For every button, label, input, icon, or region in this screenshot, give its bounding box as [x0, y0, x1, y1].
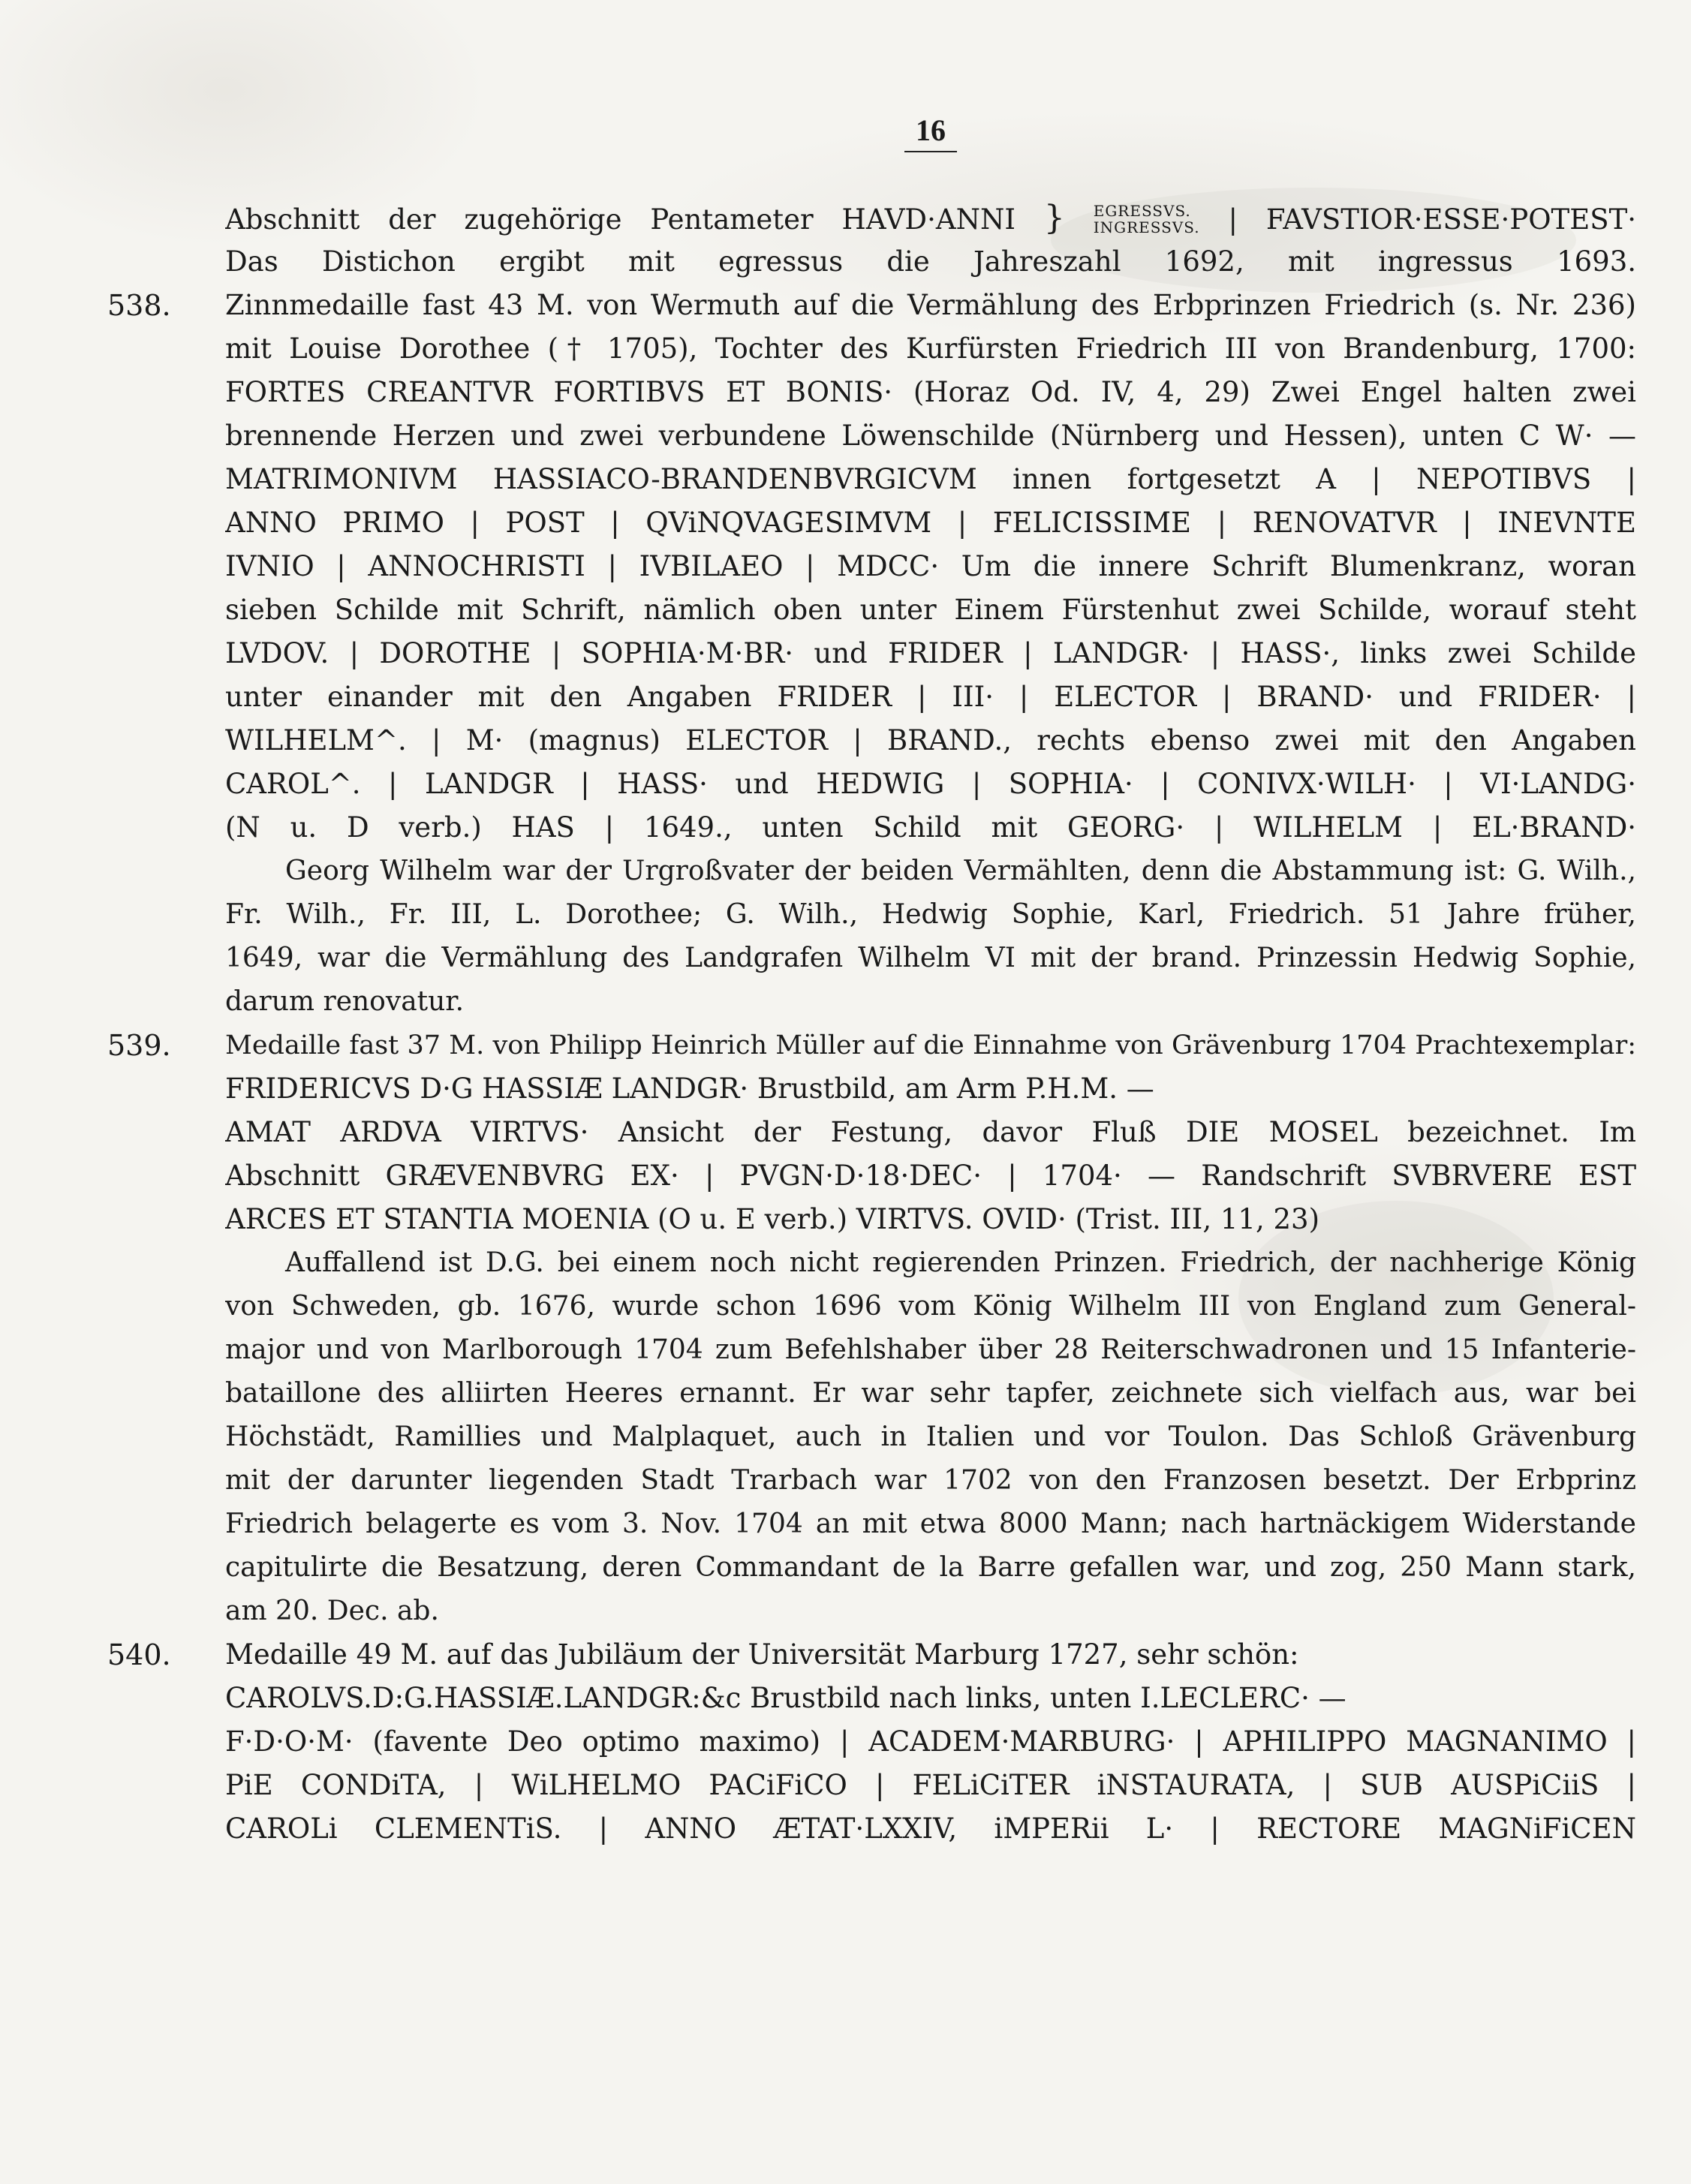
entry-line: ARCES ET STANTIA MOENIA (O u. E verb.) VIRTVS. OVID· (Trist. III, 11, 23) — [225, 1203, 1320, 1235]
ingress-label: INGRESSVS. — [1093, 218, 1200, 236]
note-line: Friedrich belagerte es vom 3. Nov. 1704 an mit etwa 8000 Mann; nach hartnäckigem Widerstande — [225, 1509, 1636, 1539]
page-number: 16 — [904, 113, 957, 152]
entry-line: WILHELM^. | M· (magnus) ELECTOR | BRAND., rechts ebenso zwei mit den Angaben — [225, 724, 1636, 757]
entry-line: MATRIMONIVM HASSIACO-BRANDENBVRGICVM innen fortgesetzt A | NEPOTIBVS | — [225, 463, 1636, 495]
distichon-line: Das Distichon ergibt mit egressus die Jahreszahl 1692, mit ingressus 1693. — [225, 245, 1636, 278]
note-line: major und von Marlborough 1704 zum Befehlshaber über 28 Reiterschwadronen und 15 Infanterie- — [225, 1334, 1636, 1365]
entry-line: LVDOV. | DOROTHE | SOPHIA·M·BR· und FRIDER | LANDGR· | HASS·, links zwei Schilde — [225, 637, 1636, 669]
note-line: 1649, war die Vermählung des Landgrafen Wilhelm VI mit der brand. Prinzessin Hedwig Sophie, — [225, 943, 1636, 973]
entry-line: mit Louise Dorothee († 1705), Tochter des Kurfürsten Friedrich III von Brandenburg, 1700: — [225, 332, 1636, 365]
note-line: bataillone des alliirten Heeres ernannt. Er war sehr tapfer, zeichnete sich vielfach aus, war bei — [225, 1378, 1636, 1409]
entry-line: FORTES CREANTVR FORTIBVS ET BONIS· (Horaz Od. IV, 4, 29) Zwei Engel halten zwei — [225, 376, 1636, 408]
entry-line: CAROLVS.D:G.HASSIÆ.LANDGR:&c Brustbild nach links, unten I.LECLERC· — — [225, 1682, 1346, 1714]
entry-line: F·D·O·M· (favente Deo optimo maximo) | ACADEM·MARBURG· | APHILIPPO MAGNANIMO | — [225, 1725, 1636, 1758]
egress-label: EGRESSVS. — [1093, 201, 1191, 220]
note-line: Fr. Wilh., Fr. III, L. Dorothee; G. Wilh., Hedwig Sophie, Karl, Friedrich. 51 Jahre früher, — [225, 899, 1636, 930]
entry-540 — [107, 1633, 1636, 1851]
entry-line: ANNO PRIMO | POST | QViNQVAGESIMVM | FELICISSIME | RENOVATVR | INEVNTE — [225, 507, 1636, 539]
entry-line: unter einander mit den Angaben FRIDER | III· | ELECTOR | BRAND· und FRIDER· | — [225, 681, 1636, 713]
entry-line: IVNIO | ANNOCHRISTI | IVBILAEO | MDCC· Um die innere Schrift Blumenkranz, woran — [225, 550, 1636, 582]
note-line: von Schweden, gb. 1676, wurde schon 1696 vom König Wilhelm III von England zum General- — [225, 1291, 1636, 1322]
entry-line: CAROL^. | LANDGR | HASS· und HEDWIG | SOPHIA· | CONIVX·WILH· | VI·LANDG· — [225, 768, 1636, 800]
entry-538 — [107, 284, 1636, 1024]
entry-number: 539. — [107, 1029, 171, 1062]
note-line: Höchstädt, Ramillies und Malplaquet, auch in Italien und vor Toulon. Das Schloß Grävenburg — [225, 1421, 1636, 1452]
pentameter-line: Abschnitt der zugehörige Pentameter HAVD·ANNI } EGRESSVS. INGRESSVS. | FAVSTIOR·ESSE·POTEST· — [225, 199, 1636, 237]
entry-line: (N u. D verb.) HAS | 1649., unten Schild mit GEORG· | WILHELM | EL·BRAND· — [225, 811, 1636, 844]
note-line: capitulirte die Besatzung, deren Commandant de la Barre gefallen war, und zog, 250 Mann stark, — [225, 1552, 1636, 1583]
entry-line: Zinnmedaille fast 43 M. von Wermuth auf die Vermählung des Erbprinzen Friedrich (s. Nr. 236) — [225, 289, 1636, 321]
pentameter-continuation: FAVSTIOR·ESSE·POTEST· — [1265, 203, 1636, 236]
entry-line: brennende Herzen und zwei verbundene Löwenschilde (Nürnberg und Hessen), unten C W· — — [225, 420, 1636, 452]
entry-number: 538. — [107, 289, 171, 322]
egress-ingress-stack — [1094, 203, 1200, 236]
pentameter-text: Abschnitt der zugehörige Pentameter HAVD·ANNI — [225, 203, 1016, 236]
entry-line: PiE CONDiTA, | WiLHELMO PACiFiCO | FELiCiTER iNSTAURATA, | SUB AUSPiCiiS | — [225, 1769, 1636, 1801]
entry-line: Medaille fast 37 M. von Philipp Heinrich Müller auf die Einnahme von Grävenburg 1704 Prachtexemplar: — [225, 1030, 1636, 1060]
entry-number: 540. — [107, 1638, 171, 1671]
entry-line: sieben Schilde mit Schrift, nämlich oben unter Einem Fürstenhut zwei Schilde, worauf steht — [225, 594, 1636, 626]
note-line: Georg Wilhelm war der Urgroßvater der beiden Vermählten, denn die Abstammung ist: G. Wilh., — [285, 856, 1636, 886]
page-body — [107, 197, 1636, 1851]
entry-line: Abschnitt GRÆVENBVRG EX· | PVGN·D·18·DEC· | 1704· — Randschrift SVBRVERE EST — [225, 1160, 1636, 1192]
entry-line: AMAT ARDVA VIRTVS· Ansicht der Festung, davor Fluß DIE MOSEL bezeichnet. Im — [225, 1116, 1636, 1148]
note-line: Auffallend ist D.G. bei einem noch nicht regierenden Prinzen. Friedrich, der nachherige König — [285, 1247, 1636, 1278]
note-line: mit der darunter liegenden Stadt Trarbach war 1702 von den Franzosen besetzt. Der Erbprinz — [225, 1465, 1636, 1496]
entry-line: CAROLi CLEMENTiS. | ANNO ÆTAT·LXXIV, iMPERii L· | RECTORE MAGNiFiCEN — [225, 1812, 1636, 1845]
entry-539 — [107, 1024, 1636, 1633]
entry-line: FRIDERICVS D·G HASSIÆ LANDGR· Brustbild, am Arm P.H.M. — — [225, 1072, 1154, 1105]
entry-line: Medaille 49 M. auf das Jubiläum der Universität Marburg 1727, sehr schön: — [225, 1638, 1299, 1671]
note-line: am 20. Dec. ab. — [225, 1596, 439, 1626]
note-line: darum renovatur. — [225, 986, 465, 1017]
